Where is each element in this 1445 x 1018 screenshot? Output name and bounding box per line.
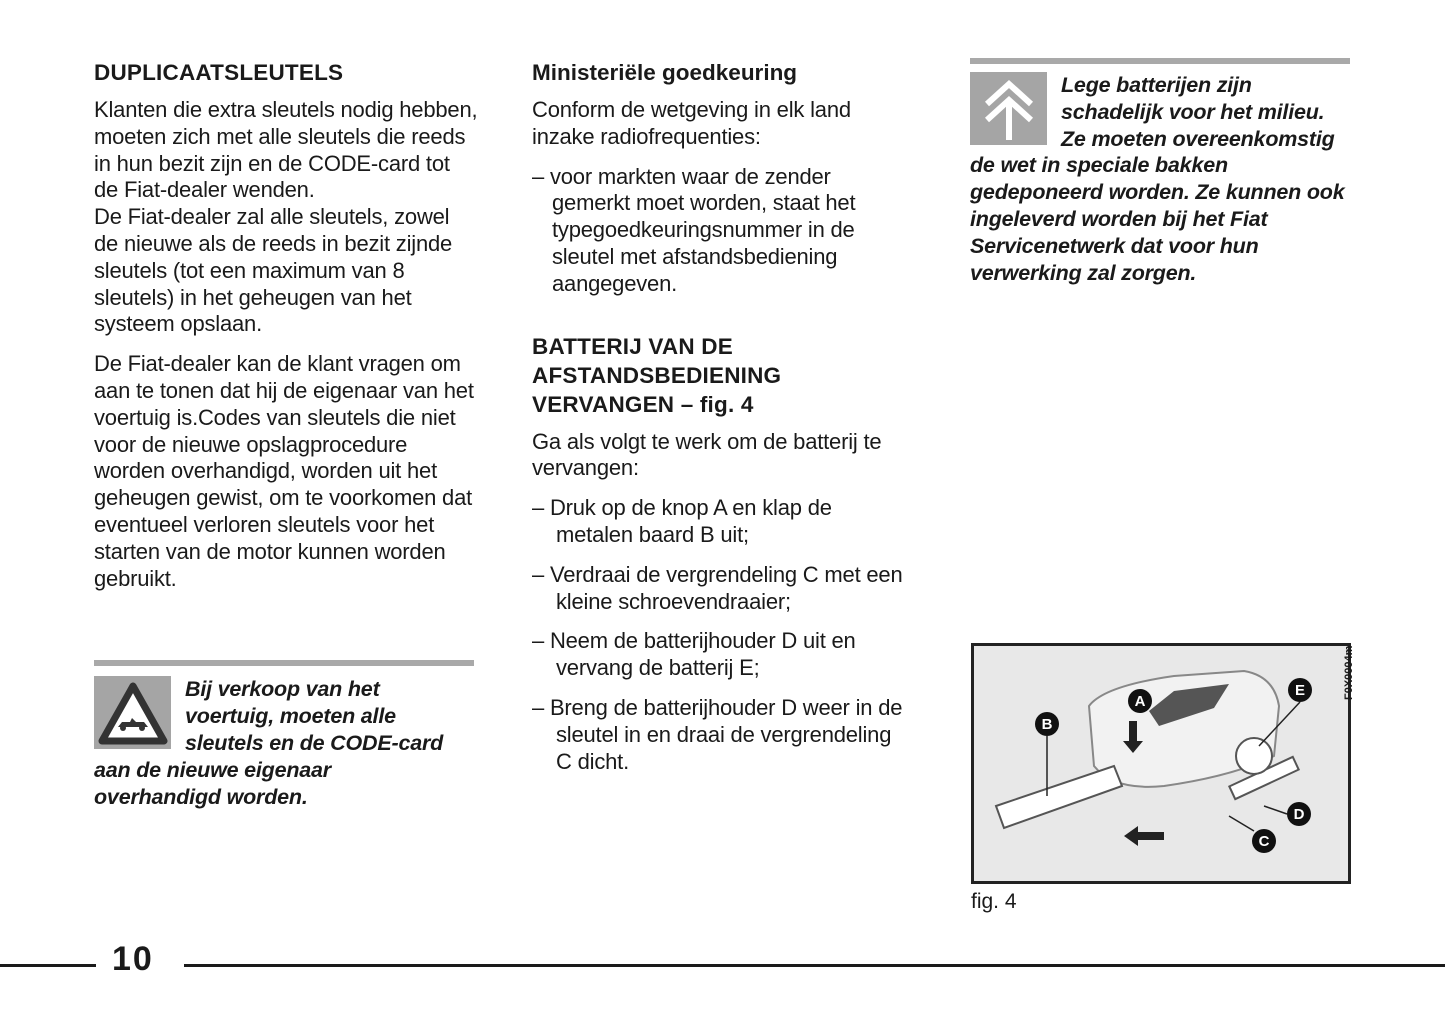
figure-key-battery	[971, 643, 1351, 884]
label-c: C	[1258, 833, 1270, 850]
column-middle	[532, 58, 904, 775]
step-item: – Verdraai de vergrendeling C met een kleine schroevendraaier;	[532, 561, 903, 614]
paragraph: De Fiat-dealer zal alle sleutels, zowel de nieuwe als de reeds in bezit zijnde sleutels (tot een maximum van 8 sleutels) in het geheugen van het systeem opslaan.	[94, 204, 453, 337]
paragraph: De Fiat-dealer kan de klant vragen om aan te tonen dat hij de eigenaar van het voertuig is.Codes van sleutels die niet voor de nieuwe opslagprocedure worden overhandigd, worden uit het geheugen gewist, om te voorkomen dat eventueel verloren sleutels voor het starten van de motor kunnen worden gebruikt.	[94, 351, 474, 591]
step-item: – Neem de batterijhouder D uit en vervang de batterij E;	[532, 628, 856, 681]
label-d: D	[1293, 806, 1305, 823]
column-left	[94, 58, 479, 810]
recycle-arrow-icon	[970, 72, 1047, 145]
step-item: – Druk op de knop A en klap de metalen baard B uit;	[532, 495, 832, 547]
label-b: B	[1041, 716, 1053, 733]
figure-caption: fig. 4	[971, 890, 1017, 913]
divider	[970, 58, 1350, 64]
warning-car-icon	[94, 676, 171, 749]
paragraph: Conform de wetgeving in elk land inzake radiofrequenties:	[532, 97, 851, 149]
environment-note: Lege batterijen zijn schadelijk voor het milieu. Ze moeten overeenkomstig de wet in speciale bakken gedeponeerd worden. Ze kunnen ook ingeleverd worden bij het Fiat Servicenetwerk dat voor hun verwerking zal zorgen.	[970, 73, 1345, 285]
divider	[94, 660, 474, 666]
figure-code: F0X0004m	[1343, 645, 1355, 700]
footer-line-left	[0, 964, 96, 967]
heading-duplicate-keys: DUPLICAATSLEUTELS	[94, 60, 344, 85]
label-a: A	[1134, 693, 1146, 710]
label-e: E	[1294, 682, 1306, 699]
list-item: – voor markten waar de zender gemerkt moet worden, staat het typegoedkeuringsnummer in de sleutel met afstandsbediening aangegeven.	[532, 163, 856, 296]
page-number: 10	[112, 940, 154, 978]
warning-note: Bij verkoop van het voertuig, moeten alle sleutels en de CODE-card aan de nieuwe eigenaar overhandigd worden.	[94, 677, 444, 809]
paragraph: Ga als volgt te werk om de batterij te vervangen:	[532, 428, 882, 481]
footer-line-right	[184, 964, 1445, 967]
column-right	[970, 58, 1350, 286]
heading-approval: Ministeriële goedkeuring	[532, 60, 798, 85]
paragraph: Klanten die extra sleutels nodig hebben, moeten zich met alle sleutels die reeds in hun bezit zijn en de CODE-card tot de Fiat-dealer wenden.	[94, 97, 478, 203]
step-item: – Breng de batterijhouder D weer in de sleutel in en draai de vergrendeling C dicht.	[532, 694, 903, 774]
heading-battery: BATTERIJ VAN DE AFSTANDSBEDIENING VERVANGEN – fig. 4	[532, 333, 782, 417]
